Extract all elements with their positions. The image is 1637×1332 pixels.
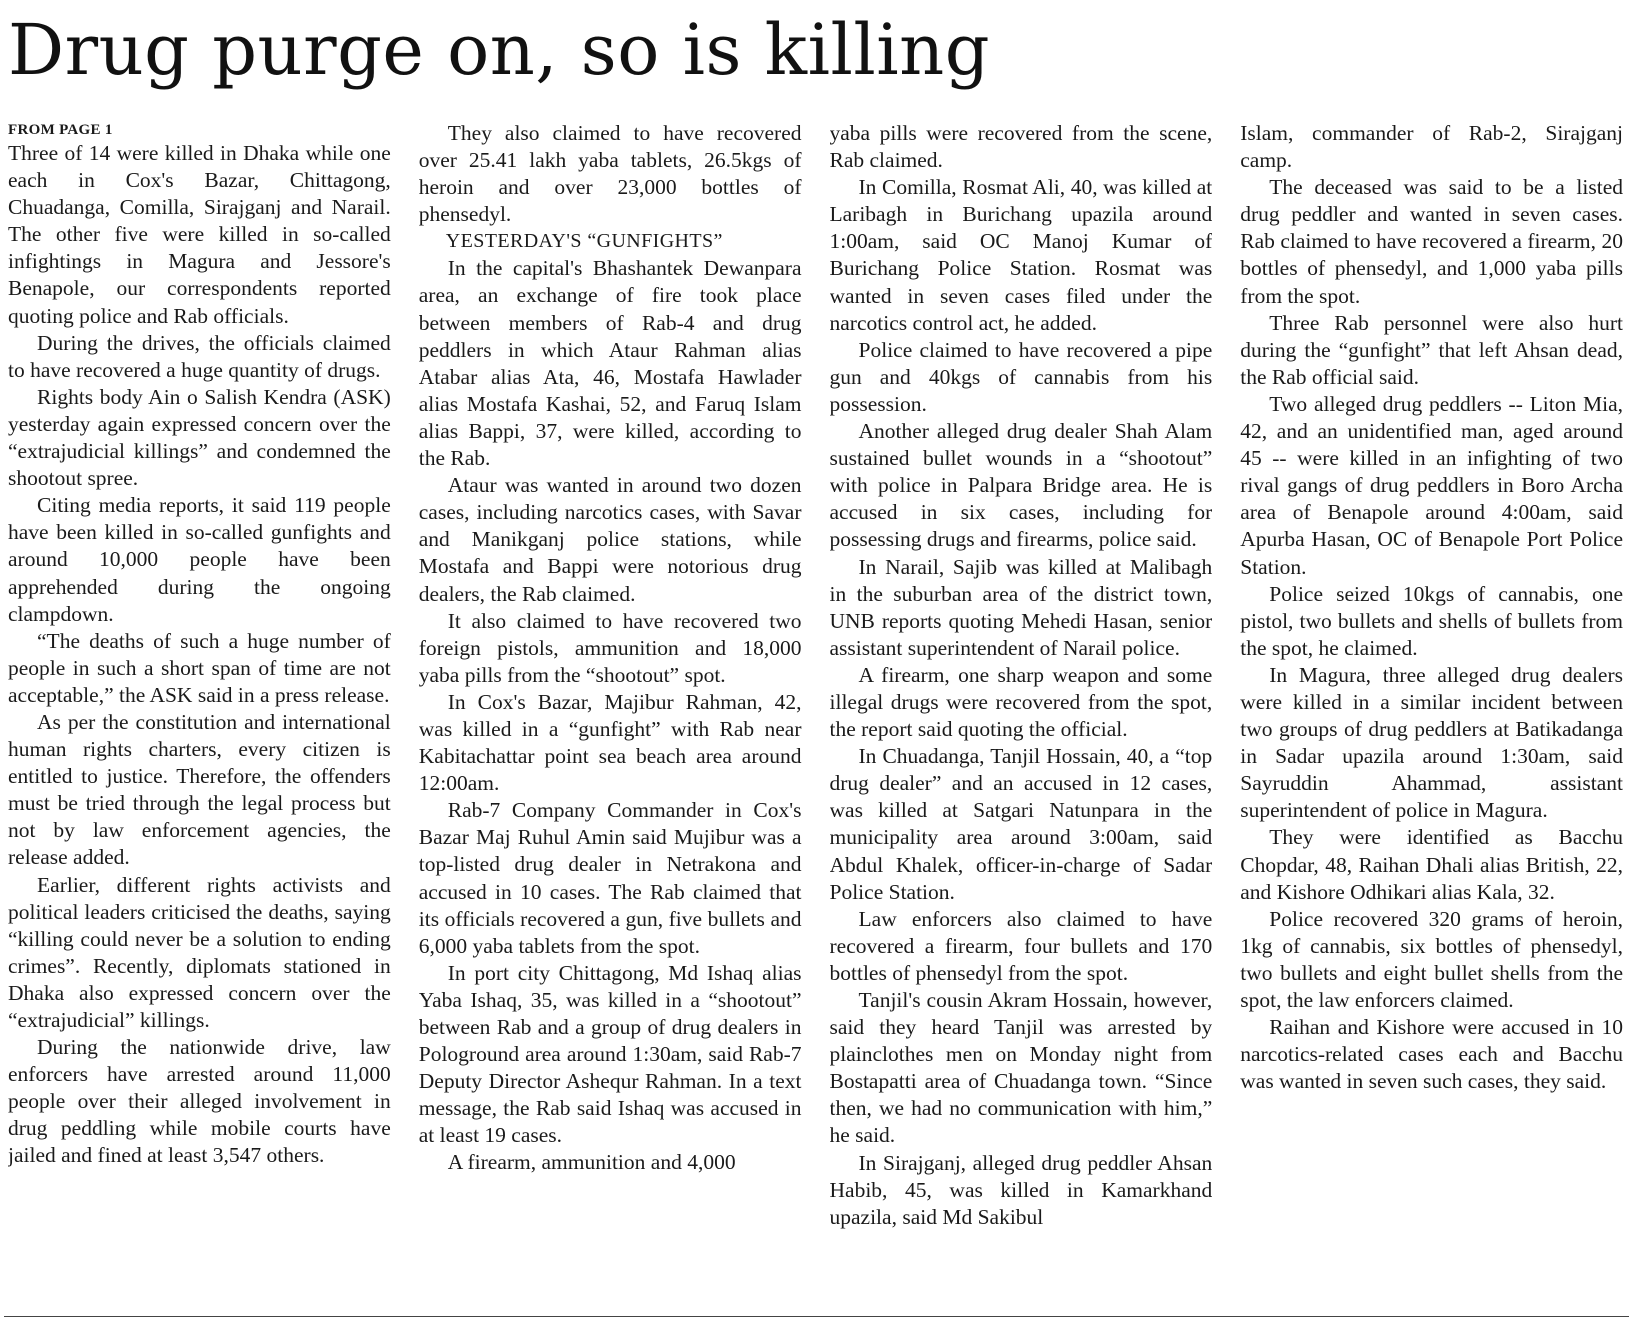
article-paragraph: They were identified as Bacchu Chopdar, 48, Raihan Dhali alias British, 22, and Kishore Odhikari alias Kala, 32.: [1240, 825, 1623, 904]
article-paragraph: Police seized 10kgs of cannabis, one pistol, two bullets and shells of bullets from the spot, he claimed.: [1240, 581, 1623, 660]
article-paragraph: In the capital's Bhashantek Dewanpara area, an exchange of fire took place between members of Rab-4 and drug peddlers in which Ataur Rahman alias Atabar alias Ata, 46, Mostafa Hawlader alias Mostafa Kashai, 52, and Faruq Islam alias Bappi, 37, were killed, according to the Rab.: [418, 256, 802, 471]
article-paragraph: In Comilla, Rosmat Ali, 40, was killed at Laribagh in Burichang upazila around 1:00am, said OC Manoj Kumar of Burichang Police Station. Rosmat was wanted in seven cases filed under the narcotics control act, he added.: [829, 175, 1213, 335]
article-paragraph: Rab-7 Company Commander in Cox's Bazar Maj Ruhul Amin said Mujibur was a top-listed drug dealer in Netrakona and accused in 10 cases. The Rab claimed that its officials recovered a gun, five bullets and 6,000 yaba tablets from the spot.: [418, 798, 802, 958]
article-paragraph: The deceased was said to be a listed drug peddler and wanted in seven cases. Rab claimed to have recovered a firearm, 20 bottles of phensedyl, and 1,000 yaba pills from the spot.: [1240, 175, 1623, 308]
article-paragraph: In Narail, Sajib was killed at Malibagh in the suburban area of the district town, UNB reports quoting Mehedi Hasan, senior assistant superintendent of Narail police.: [829, 554, 1213, 660]
article-paragraph: yaba pills were recovered from the scene, Rab claimed.: [829, 121, 1213, 173]
article-paragraph: Three Rab personnel were also hurt during the “gunfight” that left Ahsan dead, the Rab official said.: [1240, 310, 1623, 389]
column-1-paragraphs: [8, 140, 391, 1170]
article-paragraph: Police claimed to have recovered a pipe gun and 40kgs of cannabis from his possession.: [829, 337, 1213, 416]
column-4: [1240, 120, 1623, 1300]
article-paragraph: They also claimed to have recovered over 25.41 lakh yaba tablets, 26.5kgs of heroin and over 23,000 bottles of phensedyl.: [418, 121, 802, 227]
article-paragraph: Earlier, different rights activists and political leaders criticised the deaths, saying “killing could never be a solution to ending crimes”. Recently, diplomats stationed in Dhaka also expressed concern over the “extrajudicial” killings.: [8, 872, 391, 1032]
article-paragraph: Two alleged drug peddlers -- Liton Mia, 42, and an unidentified man, aged around 45 -- were killed in an infighting of two rival gangs of drug peddlers in Boro Archa area of Benapole around 4:00am, said Apurba Hasan, OC of Benapole Port Police Station.: [1240, 391, 1623, 579]
column-3-paragraphs: [830, 120, 1213, 1231]
bottom-rule: [4, 1316, 1629, 1317]
article-paragraph: During the nationwide drive, law enforcers have arrested around 11,000 people over their alleged involvement in drug peddling while mobile courts have jailed and fined at least 3,547 others.: [8, 1035, 391, 1168]
article-paragraph: In Cox's Bazar, Majibur Rahman, 42, was killed in a “gunfight” with Rab near Kabitachattar point sea beach area around 12:00am.: [418, 689, 802, 796]
article-paragraph: In Chuadanga, Tanjil Hossain, 40, a “top drug dealer” and an accused in 12 cases, was killed at Satgari Natunpara in the municipality area around 3:00am, said Abdul Khalek, officer-in-charge of Sadar Police Station.: [829, 744, 1213, 904]
column-3: [830, 120, 1213, 1300]
article-paragraph: A firearm, one sharp weapon and some illegal drugs were recovered from the spot, the report said quoting the official.: [829, 662, 1213, 742]
article-paragraph: Another alleged drug dealer Shah Alam sustained bullet wounds in a “shootout” with police in Palpara Bridge area. He is accused in six cases, including for possessing drugs and firearms, police said.: [829, 419, 1213, 552]
article-paragraph: Three of 14 were killed in Dhaka while one each in Cox's Bazar, Chittagong, Chuadanga, Comilla, Sirajganj and Narail. The other five were killed in so-called infightings in Magura and Jessore's Benapole, our correspondents reported quoting police and Rab officials.: [8, 141, 391, 328]
article-paragraph: Police recovered 320 grams of heroin, 1kg of cannabis, six bottles of phensedyl, two bullets and eight bullet shells from the spot, the law enforcers claimed.: [1240, 906, 1623, 1012]
article-paragraph: In port city Chittagong, Md Ishaq alias Yaba Ishaq, 35, was killed in a “shootout” between Rab and a group of drug dealers in Pologround area around 1:30am, said Rab-7 Deputy Director Ashequr Rahman. In a text message, the Rab said Ishaq was accused in at least 19 cases.: [418, 960, 802, 1148]
article-paragraph: Raihan and Kishore were accused in 10 narcotics-related cases each and Bacchu was wanted in seven such cases, they said.: [1240, 1015, 1623, 1094]
column-1: [8, 120, 391, 1300]
article-paragraph: During the drives, the officials claimed to have recovered a huge quantity of drugs.: [8, 330, 391, 382]
column-4-paragraphs: [1240, 120, 1623, 1095]
article-paragraph: Islam, commander of Rab-2, Sirajganj camp.: [1240, 121, 1623, 173]
column-2-paragraphs: [419, 255, 802, 1176]
article-paragraph: Rights body Ain o Salish Kendra (ASK) yesterday again expressed concern over the “extrajudicial killings” and condemned the shootout spree.: [8, 384, 391, 491]
article-paragraph: Tanjil's cousin Akram Hossain, however, said they heard Tanjil was arrested by plainclothes men on Monday night from Bostapatti area of Chuadanga town. “Since then, we had no communication with him,” he said.: [829, 988, 1213, 1148]
continued-from-label: FROM PAGE 1: [8, 122, 113, 138]
article-paragraph: A firearm, ammunition and 4,000: [447, 1150, 736, 1175]
article-paragraph: It also claimed to have recovered two foreign pistols, ammunition and 18,000 yaba pills from the “shootout” spot.: [418, 608, 802, 687]
article-paragraph: Ataur was wanted in around two dozen cases, including narcotics cases, with Savar and Manikganj police stations, while Mostafa and Bappi were notorious drug dealers, the Rab claimed.: [418, 473, 802, 606]
article-paragraph: Citing media reports, it said 119 people have been killed in so-called gunfights and around 10,000 people have been apprehended during the ongoing clampdown.: [8, 493, 391, 626]
article-paragraph: In Magura, three alleged drug dealers were killed in a similar incident between two groups of drug peddlers at Batikadanga in Sadar upazila around 1:30am, said Sayruddin Ahammad, assistant superintendent of police in Magura.: [1240, 662, 1623, 823]
column-2: [419, 120, 802, 1300]
article-body: [8, 120, 1623, 1300]
article-paragraph: As per the constitution and international human rights charters, every citizen is entitled to justice. Therefore, the offenders must be tried through the legal process but not by law enforcement agencies, the release added.: [8, 709, 391, 870]
article-paragraph: In Sirajganj, alleged drug peddler Ahsan Habib, 45, was killed in Kamarkhand upazila, said Md Sakibul: [829, 1150, 1213, 1229]
article-paragraph: “The deaths of such a huge number of people in such a short span of time are not acceptable,” the ASK said in a press release.: [8, 628, 391, 707]
article-paragraph: Law enforcers also claimed to have recovered a firearm, four bullets and 170 bottles of phensedyl from the spot.: [829, 906, 1213, 985]
headline: Drug purge on, so is killing: [8, 9, 991, 91]
section-subhead: YESTERDAY'S “GUNFIGHTS”: [445, 230, 723, 253]
column-2-lead-paragraphs: [419, 120, 802, 228]
